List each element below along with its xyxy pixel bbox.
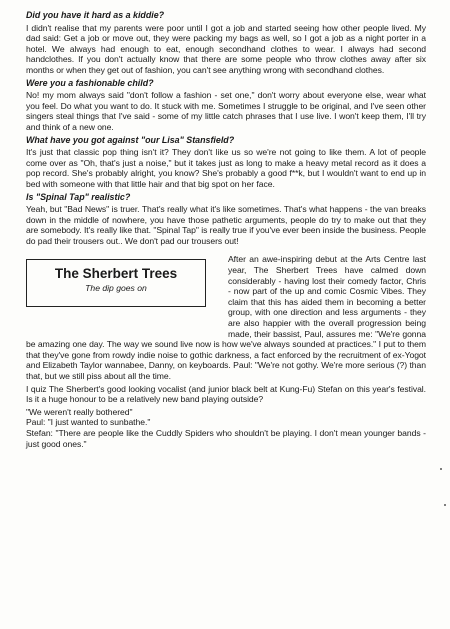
speck <box>444 504 446 506</box>
answer-paragraph: No! my mom always said "don't follow a fashion - set one," don't worry about everyone else, wear what you feel. Do what you want to do. It stuck with me. Sometimes I struggle to be original, and I've seen other singers steal things that I've said - some of my little catch phrases that I use live. I won't keep them, I'll try and think of a new one. <box>26 90 426 132</box>
answer-paragraph: It's just that classic pop thing isn't it? They don't like us so we're not going to like them. A lot of people come over as "Oh, that's just a noise," but it takes just as long to make a heavy metal record as it does a pop record. She's probably alright, you know? She's probably a good f**k, but I wouldn't want to end up in bed with someone with that little hair and that big spot on her face. <box>26 147 426 189</box>
magazine-page <box>26 8 426 451</box>
question-heading: Is "Spinal Tap" realistic? <box>26 191 131 202</box>
headline-subtitle: The dip goes on <box>85 283 147 294</box>
qa-block-4 <box>26 192 426 247</box>
question-heading: What have you got against "our Lisa" Stansfield? <box>26 134 235 145</box>
speck <box>440 468 442 470</box>
answer-paragraph: I didn't realise that my parents were poor until I got a job and started seeing how other people lived. My dad said: Get a job or move out, they were packing my bags as well, so I got a job as a night porter in a hotel. We always had enough to eat, enough secondhand clothes to wear. I always had second handclothes. If you don't actually know that there are some people who throw clothes away after six months or when they get out of fashion, you can't see anything wrong with secondhand clothes. <box>26 22 426 75</box>
article-intro: After an awe-inspiring debut at the Arts Centre last year, The Sherbert Trees have calmed down considerably - having lost their comedy factor, Chris - now part of the up and comic Cosmic Vibes. They claim that this has aided them in becoming a better group, with one direction and less arguments - they are also happier with the overall progression being made, their bassist, Paul, assures me: "We're gonna be amazing one day. The way we sound live now is how we've always sounded at practices." I put to them that they've gone from rowdy indie noise to gothic darkness, a fact enforced by the recruitment of ex-Yogot and Elizabeth Taylor wannabee, Danny, on keyboards. Paul: "We're not gothy. We're more serious (?) than that, but we still piss about all the time. <box>26 254 426 381</box>
article-reply: Stefan: "There are people like the Cuddly Spiders who shouldn't be playing. I don't mean younger bands - just good ones." <box>26 427 426 449</box>
article-reply: Paul: "I just wanted to sunbathe." <box>26 417 151 428</box>
headline-title: The Sherbert Trees <box>54 266 178 282</box>
question-heading: Did you have it hard as a kiddie? <box>26 10 165 20</box>
article-quiz: I quiz The Sherbert's good looking vocalist (and junior black belt at Kung-Fu) Stefan on this year's festival. Is it a huge honour to be a relatively new band playing outside? <box>26 383 426 405</box>
qa-block-3 <box>26 135 426 190</box>
headline-box-wrapper <box>26 259 220 327</box>
article-reply: "We weren't really bothered" <box>26 406 133 417</box>
qa-block-2 <box>26 78 426 133</box>
question-heading: Were you a fashionable child? <box>26 77 154 88</box>
headline-box <box>26 259 206 307</box>
answer-paragraph: Yeah, but "Bad News" is truer. That's really what it's like sometimes. That's what happens - the van breaks down in the middle of nowhere, you have those pathetic arguments, people do try to make out that they are somebody. It's really like that. "Spinal Tap" is really true if you've ever been inside the business. People do pad their trousers out.. We don't pad our trousers out! <box>26 204 426 246</box>
article-section <box>26 254 426 449</box>
qa-block-1 <box>26 10 426 76</box>
